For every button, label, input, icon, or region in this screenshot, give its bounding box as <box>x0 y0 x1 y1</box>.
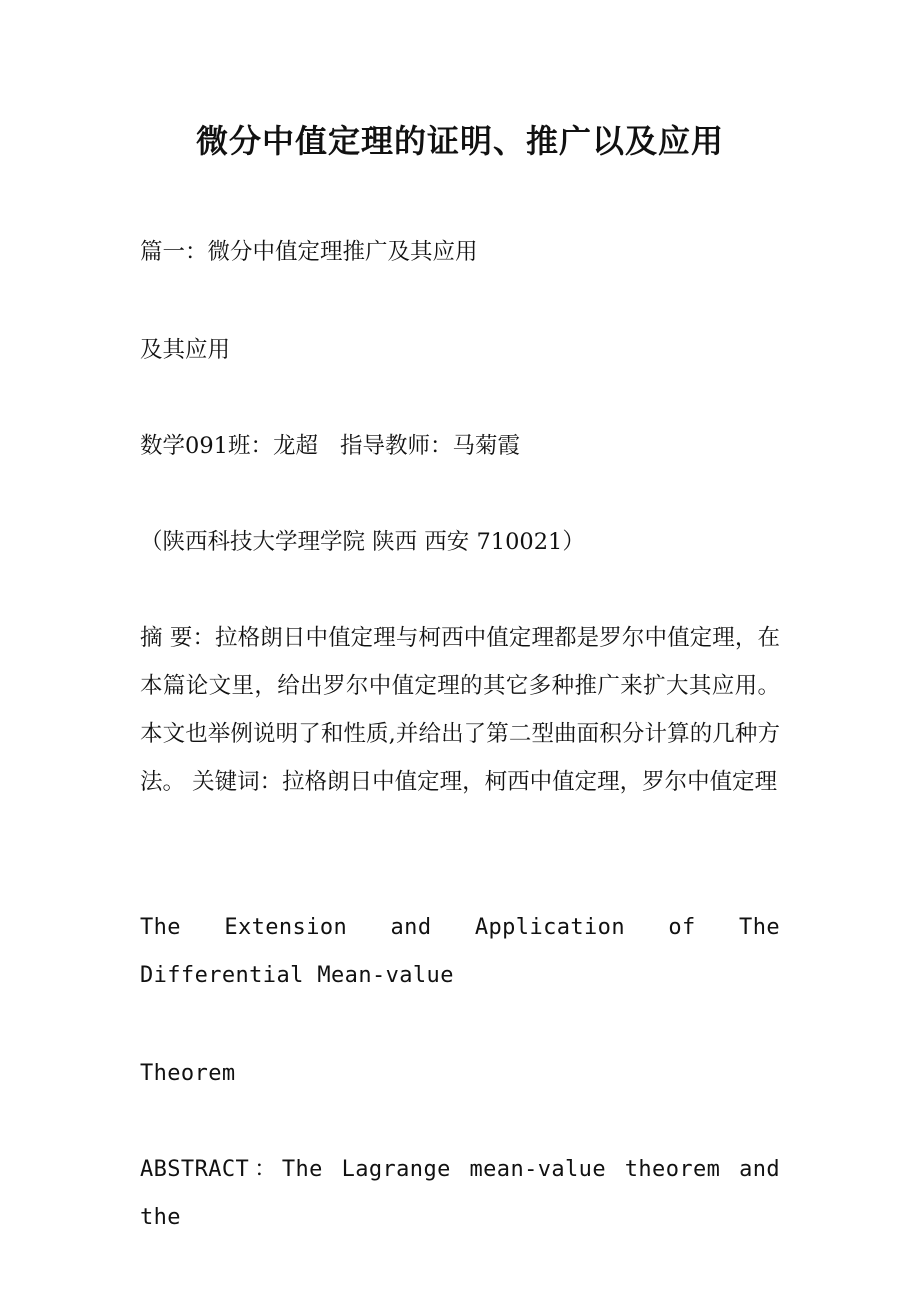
subheading: 及其应用 <box>140 337 231 363</box>
document-title: 微分中值定理的证明、推广以及应用 <box>195 122 724 160</box>
affiliation: （陕西科技大学理学院 陕西 西安 710021） <box>140 529 585 555</box>
section-heading: 篇一：微分中值定理推广及其应用 <box>140 239 478 265</box>
abstract-english: ABSTRACT：The Lagrange mean-value theorem and the <box>140 1157 780 1230</box>
class-author: 数学091班：龙超 <box>140 433 318 459</box>
english-title-theorem: Theorem <box>140 1061 236 1086</box>
english-title: The Extension and Application of The Differential Mean-value <box>140 915 780 988</box>
advisor: 指导教师：马菊霞 <box>339 433 520 459</box>
author-line <box>140 422 780 470</box>
abstract-chinese: 摘 要：拉格朗日中值定理与柯西中值定理都是罗尔中值定理，在本篇论文里，给出罗尔中值定理的其它多种推广来扩大其应用。本文也举例说明了和性质,并给出了第二型曲面积分计算的几种方法。 关键词：拉格朗日中值定理，柯西中值定理，罗尔中值定理 <box>140 625 780 795</box>
